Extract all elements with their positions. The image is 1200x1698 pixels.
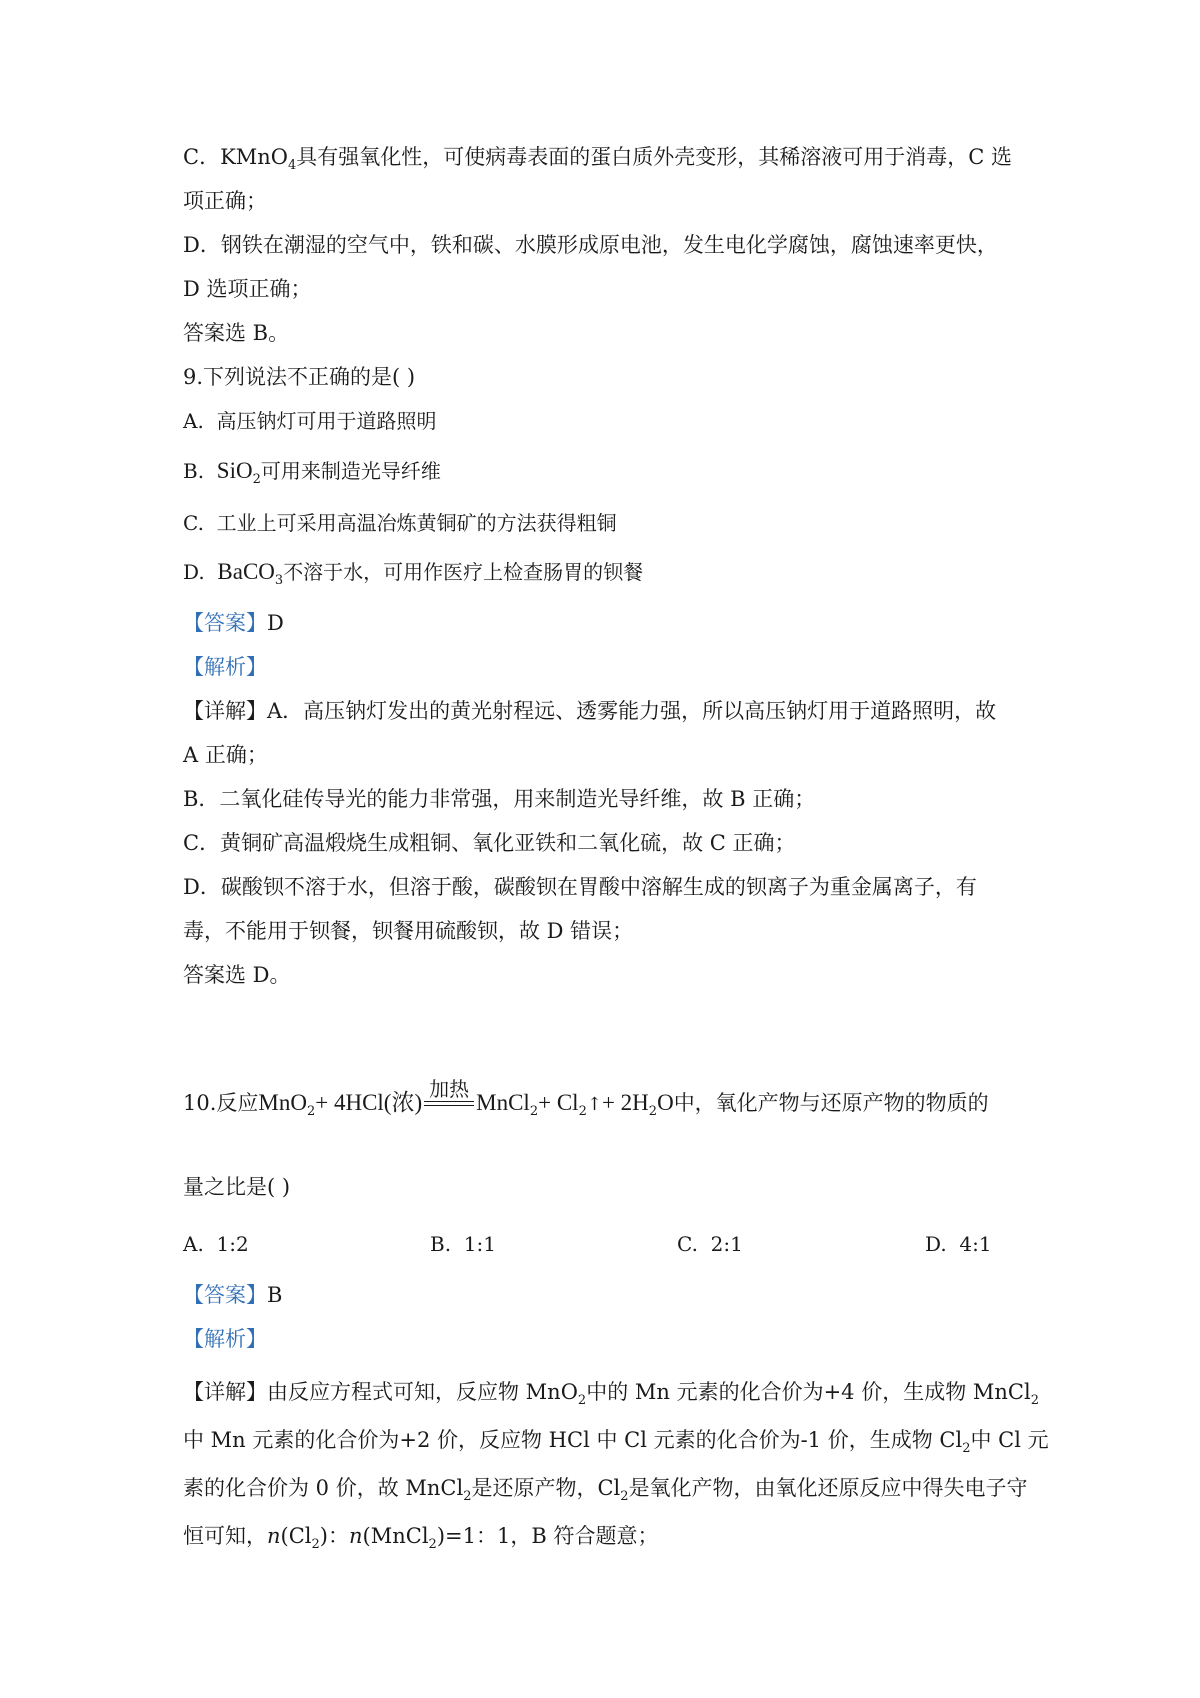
detail-tag: 【详解】 (183, 1380, 267, 1404)
formula: O (657, 1090, 674, 1115)
q9-detail-a (183, 696, 996, 726)
q9-option-a (183, 406, 437, 436)
q8-option-c-cont: 项正确； (183, 189, 267, 213)
option-label: C. (183, 511, 204, 535)
formula: MnO (258, 1090, 307, 1115)
answer-value: D (267, 611, 284, 635)
arrow-line (424, 1101, 474, 1102)
q9-detail-d: D．碳酸钡不溶于水，但溶于酸，碳酸钡在胃酸中溶解生成的钡离子为重金属离子，有 (183, 875, 977, 899)
text: 中 Mn 元素的化合价为+2 价，反应物 HCl 中 Cl 元素的化合价为-1 价，生成物 Cl (183, 1428, 963, 1452)
q10-detail-4 (183, 1521, 658, 1560)
amount-symbol: n (267, 1524, 281, 1548)
formula: + Cl (538, 1090, 579, 1115)
text: (MnCl (362, 1524, 429, 1548)
q10-detail-2 (183, 1425, 1049, 1464)
option-label: D. (925, 1232, 947, 1256)
text: 中，氧化产物与还原产物的物质的 (673, 1091, 989, 1115)
q9-detail-d-cont: 毒，不能用于钡餐，钡餐用硫酸钡，故 D 错误； (183, 919, 634, 943)
subscript: 2 (311, 1537, 320, 1552)
text: )=1：1，B 符合题意； (436, 1524, 659, 1548)
subscript: 2 (529, 1104, 539, 1119)
q9-option-b (183, 456, 441, 495)
subscript: 2 (962, 1441, 971, 1456)
text: 中的 Mn 元素的化合价为+4 价，生成物 MnCl (586, 1380, 1031, 1404)
text: 由反应方程式可知，反应物 MnO (267, 1380, 578, 1404)
text: 恒可知， (183, 1524, 267, 1548)
text: (Cl (280, 1524, 312, 1548)
text: C．KMnO (183, 145, 288, 169)
subscript: 2 (578, 1104, 587, 1119)
q8-option-c-explanation (183, 142, 1012, 181)
q8-answer-line: 答案选 B。 (183, 321, 290, 345)
option-label: D. (183, 560, 205, 584)
answer-tag: 【答案】 (183, 611, 267, 635)
option-label: A. (183, 1232, 204, 1256)
text: A．高压钠灯发出的黄光射程远、透雾能力强，所以高压钠灯用于道路照明，故 (267, 699, 997, 723)
q9-stem: 9.下列说法不正确的是( ) (183, 365, 416, 389)
option-text: 高压钠灯可用于道路照明 (216, 409, 437, 433)
subscript: 2 (463, 1489, 472, 1504)
option-text: 不溶于水，可用作医疗上检查肠胃的钡餐 (283, 560, 644, 584)
option-label: A. (183, 409, 204, 433)
q10-stem-equation (183, 1076, 989, 1132)
answer-tag: 【答案】 (183, 1283, 267, 1307)
arrow-line (424, 1105, 474, 1106)
subscript: 2 (648, 1104, 658, 1119)
subscript: 2 (306, 1104, 316, 1119)
option-value: 1:1 (463, 1232, 496, 1256)
subscript: 2 (252, 472, 261, 487)
q9-answer (183, 608, 284, 638)
subscript: 2 (577, 1393, 587, 1408)
q10-option-b (430, 1232, 496, 1256)
text: )： (319, 1524, 349, 1548)
text: 素的化合价为 0 价，故 MnCl (183, 1476, 464, 1500)
subscript: 2 (428, 1537, 437, 1552)
option-text: 工业上可采用高温冶炼黄铜矿的方法获得粗铜 (216, 511, 617, 535)
text: 是氧化产物，由氧化还原反应中得失电子守 (628, 1476, 1028, 1500)
q10-option-c (677, 1232, 743, 1256)
formula: MnCl (476, 1090, 530, 1115)
gas-arrow-icon: ↑ (586, 1094, 602, 1115)
q10-detail-3 (183, 1473, 1028, 1512)
amount-symbol: n (349, 1524, 363, 1548)
formula: + 2H (601, 1090, 649, 1115)
reaction-condition: 加热 (429, 1076, 470, 1101)
option-label: C. (677, 1232, 698, 1256)
q9-detail-b: B．二氧化硅传导光的能力非常强，用来制造光导纤维，故 B 正确； (183, 787, 816, 811)
option-value: 2:1 (710, 1232, 743, 1256)
formula: SiO (216, 458, 253, 483)
text: 具有强氧化性，可使病毒表面的蛋白质外壳变形，其稀溶液可用于消毒，C 选 (296, 145, 1013, 169)
text: 中 Cl 元 (970, 1428, 1049, 1452)
q9-analysis-tag: 【解析】 (183, 655, 267, 679)
subscript: 2 (1030, 1393, 1039, 1408)
reaction-arrow-icon (424, 1076, 474, 1115)
text: 是还原产物，Cl (471, 1476, 621, 1500)
option-value: 1:2 (216, 1232, 249, 1256)
detail-tag: 【详解】 (183, 699, 267, 723)
subscript: 4 (288, 158, 297, 173)
option-label: B. (430, 1232, 452, 1256)
q9-detail-c: C．黄铜矿高温煅烧生成粗铜、氧化亚铁和二氧化硫，故 C 正确； (183, 831, 796, 855)
q8-option-d-explanation: D．钢铁在潮湿的空气中，铁和碳、水膜形成原电池，发生电化学腐蚀，腐蚀速率更快， (183, 233, 998, 257)
subscript: 2 (620, 1489, 629, 1504)
q9-detail-a-cont: A 正确； (183, 743, 268, 767)
formula: BaCO (217, 559, 275, 584)
q10-answer (183, 1280, 282, 1310)
subscript: 3 (274, 573, 284, 588)
q10-analysis-tag: 【解析】 (183, 1327, 267, 1351)
q10-stem-cont: 量之比是( ) (183, 1175, 291, 1199)
answer-value: B (267, 1283, 283, 1307)
option-value: 4:1 (959, 1232, 992, 1256)
option-text: 可用来制造光导纤维 (260, 459, 441, 483)
q10-option-d (925, 1232, 992, 1256)
q9-final-answer: 答案选 D。 (183, 963, 291, 987)
q10-detail-1 (183, 1377, 1039, 1416)
text: 10.反应 (183, 1091, 259, 1115)
option-label: B. (183, 459, 205, 483)
q8-option-d-cont: D 选项正确； (183, 277, 312, 301)
formula: + 4HCl(浓) (315, 1090, 423, 1115)
q9-option-d (183, 557, 643, 596)
q9-option-c (183, 508, 617, 538)
q10-option-a (183, 1232, 249, 1256)
